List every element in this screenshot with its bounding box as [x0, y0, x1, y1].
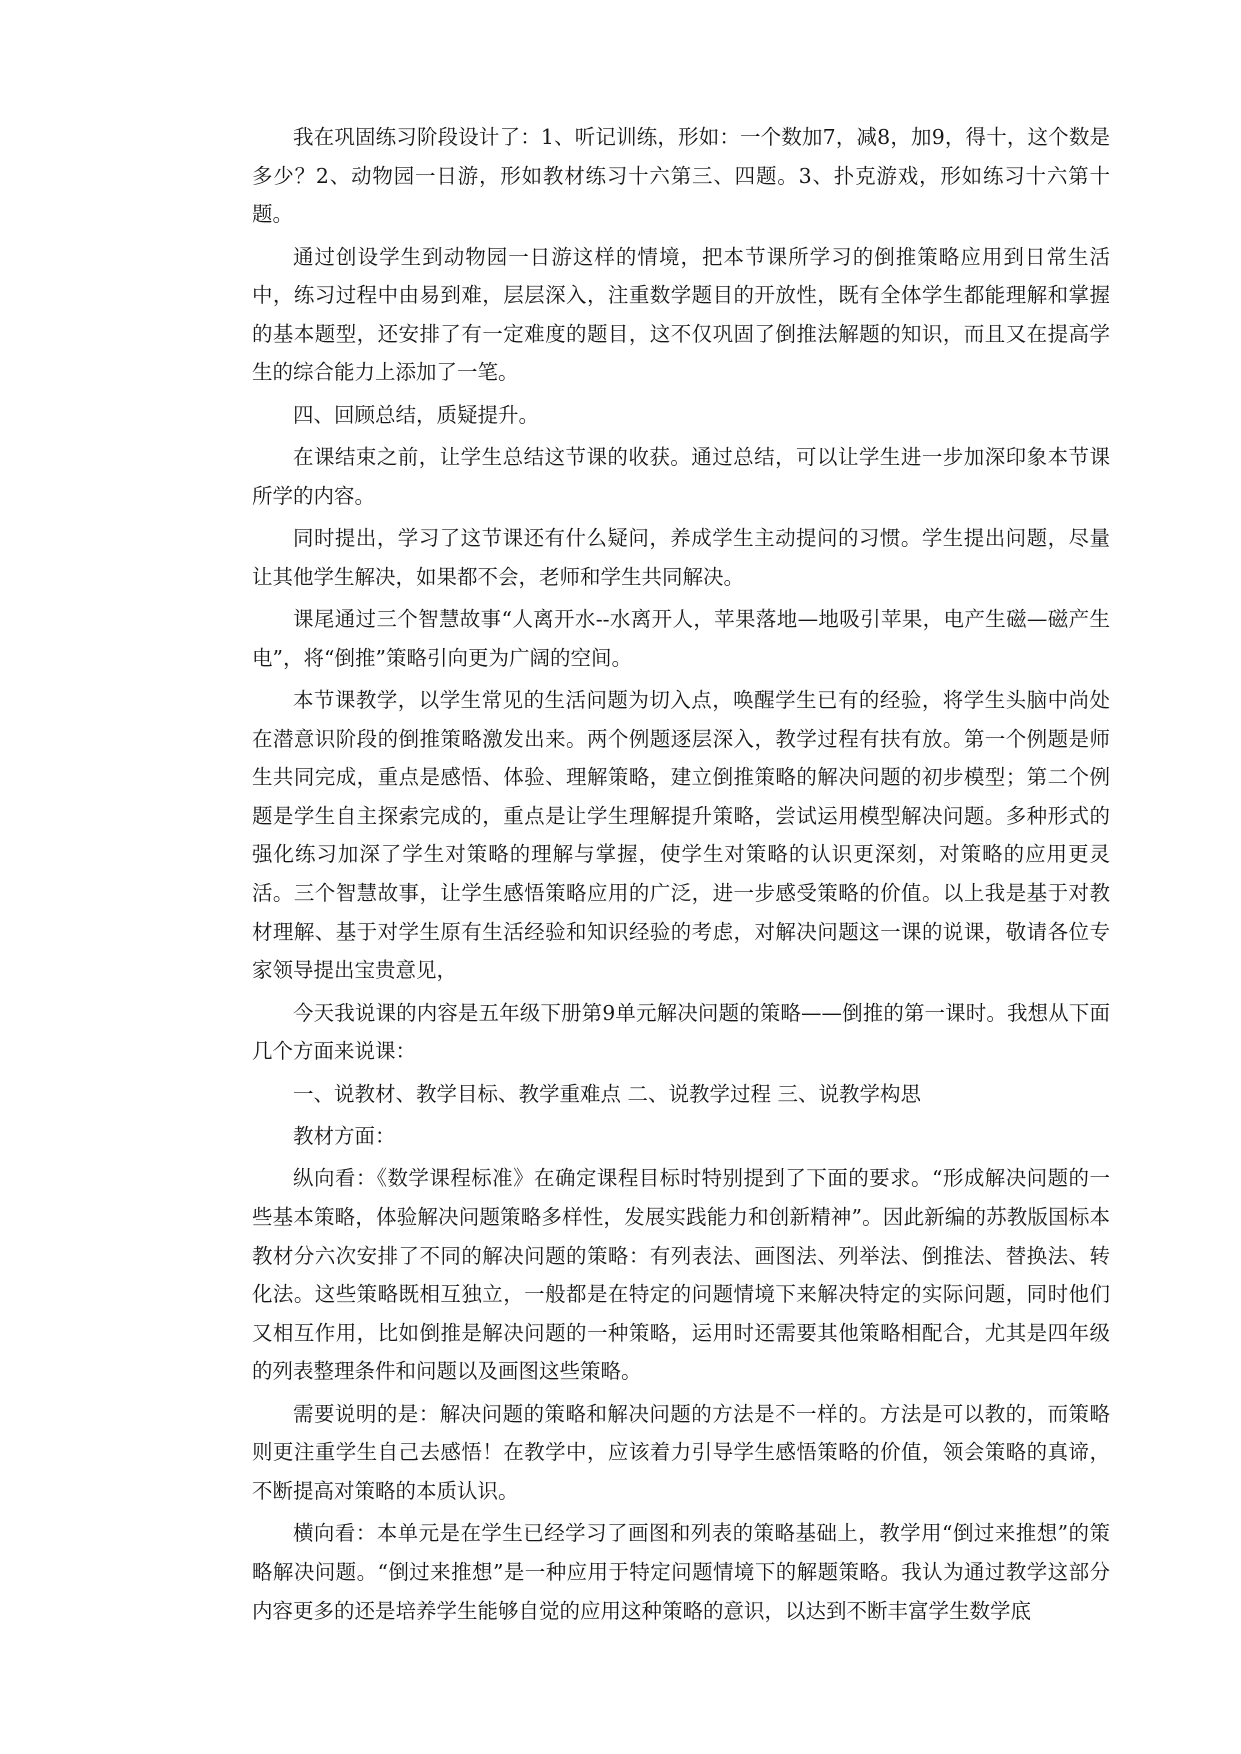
paragraph-strategy-note: 需要说明的是：解决问题的策略和解决问题的方法是不一样的。方法是可以教的，而策略则更注重学生自己去感悟！在教学中，应该着力引导学生感悟策略的价值，领会策略的真谛，不断提高对策略的本质认识。: [252, 1401, 1110, 1503]
paragraph-lesson-reflection: 本节课教学，以学生常见的生活问题为切入点，唤醒学生已有的经验，将学生头脑中尚处在潜意识阶段的倒推策略激发出来。两个例题逐层深入，教学过程有扶有放。第一个例题是师生共同完成，重点是感悟、体验、理解策略，建立倒推策略的解决问题的初步模型；第二个例题是学生自主探索完成的，重点是让学生理解提升策略，尝试运用模型解决问题。多种形式的强化练习加深了学生对策略的理解与掌握，使学生对策略的认识更深刻，对策略的应用更灵活。三个智慧故事，让学生感悟策略应用的广泛，进一步感受策略的价值。以上我是基于对教材理解、基于对学生原有生活经验和知识经验的考虑，对解决问题这一课的说课，敬请各位专家领导提出宝贵意见，: [252, 688, 1110, 983]
section-heading-review: 四、回顾总结，质疑提升。: [293, 402, 539, 427]
paragraph-wisdom-stories: 课尾通过三个智慧故事“人离开水--水离开人，苹果落地—地吸引苹果，电产生磁—磁产生电”，将“倒推”策略引向更为广阔的空间。: [252, 607, 1110, 670]
paragraph-zoo-situation: 通过创设学生到动物园一日游这样的情境，把本节课所学习的倒推策略应用到日常生活中，练习过程中由易到难，层层深入，注重数学题目的开放性，既有全体学生都能理解和掌握的基本题型，还安排了有一定难度的题目，这不仅巩固了倒推法解题的知识，而且又在提高学生的综合能力上添加了一笔。: [252, 244, 1110, 385]
paragraph-vertical-view: 纵向看：《数学课程标准》在确定课程目标时特别提到了下面的要求。“形成解决问题的一些基本策略，体验解决问题策略多样性，发展实践能力和创新精神”。因此新编的苏教版国标本教材分六次安排了不同的解决问题的策略：有列表法、画图法、列举法、倒推法、替换法、转化法。这些策略既相互独立，一般都是在特定的问题情境下来解决特定的实际问题，同时他们又相互作用，比如倒推是解决问题的一种策略，运用时还需要其他策略相配合，尤其是四年级的列表整理条件和问题以及画图这些策略。: [252, 1166, 1110, 1384]
paragraph-practice-design: 我在巩固练习阶段设计了：1、听记训练，形如：一个数加7，减8，加9，得十，这个数是多少？2、动物园一日游，形如教材练习十六第三、四题。3、扑克游戏，形如练习十六第十题。: [252, 125, 1110, 227]
paragraph-outline: 一、说教材、教学目标、教学重难点 二、说教学过程 三、说教学构思: [293, 1081, 922, 1106]
document-body: [252, 118, 1110, 1634]
paragraph-summary: 在课结束之前，让学生总结这节课的收获。通过总结，可以让学生进一步加深印象本节课所学的内容。: [252, 445, 1110, 508]
paragraph-questions: 同时提出，学习了这节课还有什么疑问，养成学生主动提问的习惯。学生提出问题，尽量让其他学生解决，如果都不会，老师和学生共同解决。: [252, 526, 1110, 589]
paragraph-horizontal-view: 横向看：本单元是在学生已经学习了画图和列表的策略基础上，教学用“倒过来推想”的策略解决问题。“倒过来推想”是一种应用于特定问题情境下的解题策略。我认为通过教学这部分内容更多的还是培养学生能够自觉的应用这种策略的意识，以达到不断丰富学生数学底: [252, 1521, 1110, 1623]
paragraph-lesson-intro: 今天我说课的内容是五年级下册第9单元解决问题的策略——倒推的第一课时。我想从下面几个方面来说课：: [252, 1000, 1110, 1064]
section-heading-textbook: 教材方面：: [293, 1124, 396, 1149]
